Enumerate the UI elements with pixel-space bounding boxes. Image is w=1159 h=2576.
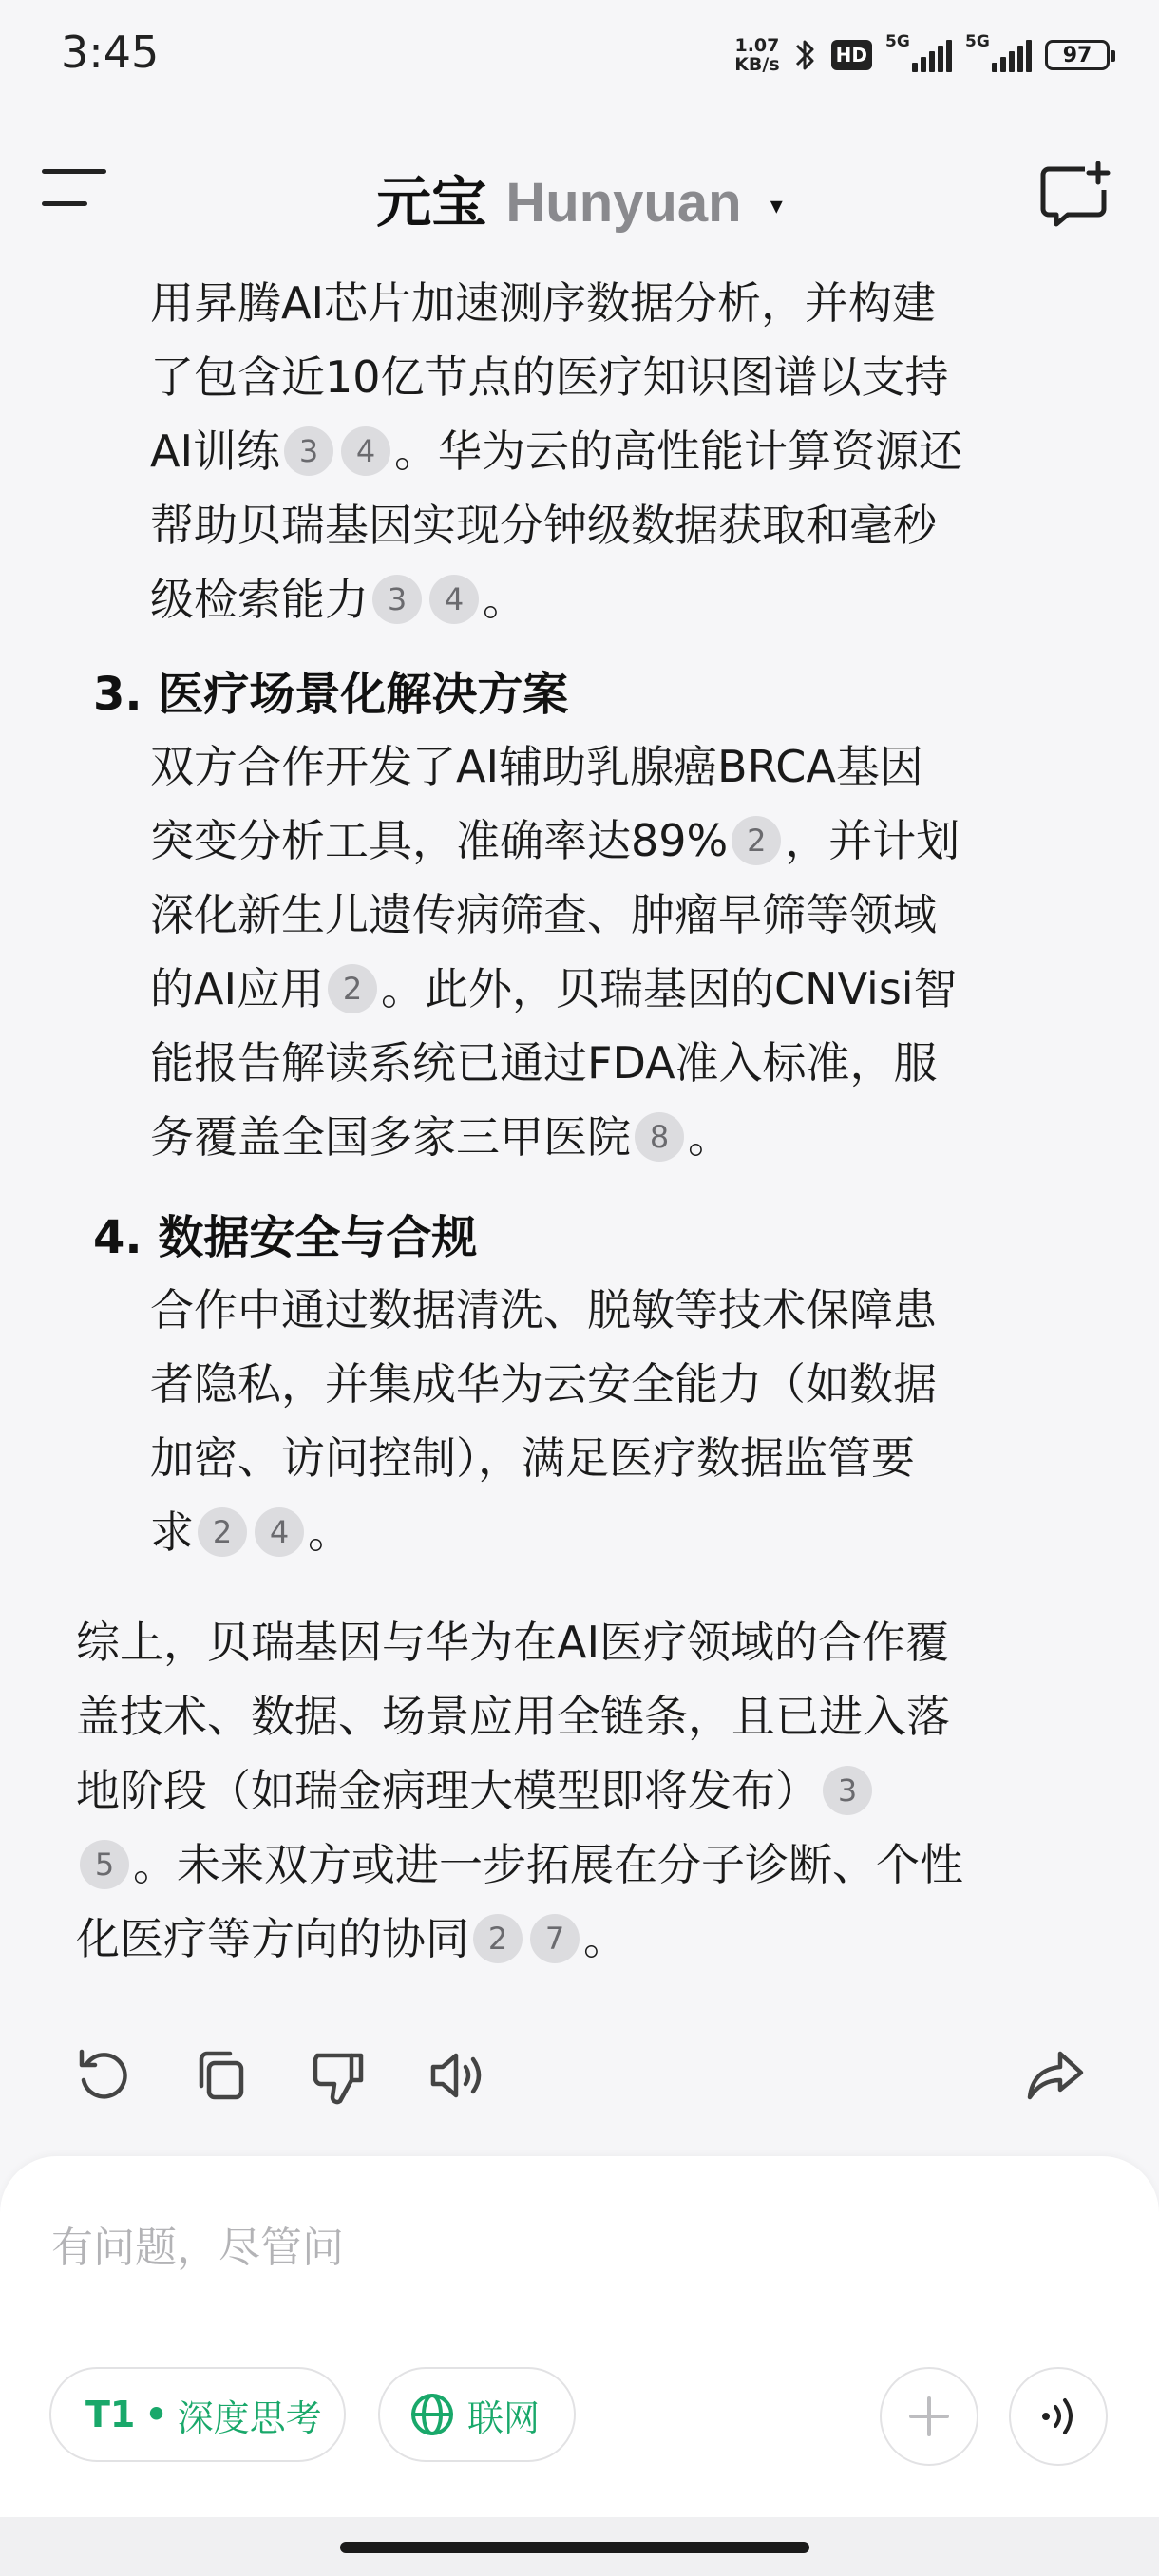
text-line: ，并计划 — [785, 815, 960, 866]
chat-input[interactable] — [49, 2204, 1098, 2291]
section-4-body — [150, 1273, 1091, 1569]
section-heading: 4. 数据安全与合规 — [93, 1211, 478, 1264]
web-search-toggle[interactable] — [378, 2367, 576, 2462]
citation-badge[interactable]: 2 — [198, 1507, 247, 1557]
citation-badge[interactable]: 4 — [255, 1507, 304, 1557]
message-actions — [0, 2033, 1159, 2118]
status-icons — [734, 30, 1110, 80]
text-line: 地阶段（如瑞金病理大模型即将发布） — [76, 1765, 819, 1816]
network-speed-value: 1.07 — [734, 35, 780, 56]
signal-icon-sim2 — [965, 32, 1032, 72]
separator-dot: • — [144, 2394, 168, 2435]
refresh-icon[interactable] — [70, 2042, 137, 2109]
status-bar — [0, 0, 1159, 114]
citation-badge[interactable]: 4 — [429, 575, 479, 624]
citation-badge[interactable]: 4 — [341, 426, 390, 476]
intro-line: AI训练 — [150, 426, 281, 477]
citation-badge[interactable]: 3 — [284, 426, 333, 476]
citation-badge[interactable]: 7 — [530, 1914, 580, 1963]
speaker-icon[interactable] — [424, 2042, 490, 2109]
share-icon[interactable] — [1022, 2042, 1089, 2109]
signal-icon-sim1 — [885, 32, 952, 72]
citation-badge[interactable]: 3 — [823, 1766, 872, 1815]
plus-icon — [905, 2393, 953, 2440]
citation-badge[interactable]: 3 — [372, 575, 422, 624]
model-selector[interactable] — [0, 158, 1159, 237]
app-title: 元宝 — [376, 170, 487, 235]
intro-line: 。华为云的高性能计算资源还 — [394, 426, 963, 477]
network-speed — [734, 36, 779, 74]
deep-think-label: 深度思考 — [177, 2396, 322, 2439]
globe-icon — [408, 2391, 456, 2438]
text-line: 突变分析工具，准确率达89% — [150, 815, 729, 866]
text-line: 盖技术、数据、场景应用全链条，且已进入落 — [76, 1691, 950, 1742]
intro-line: 。 — [483, 574, 526, 625]
t1-label: T1 — [86, 2394, 136, 2435]
intro-line: 了包含近10亿节点的医疗知识图谱以支持 — [150, 351, 949, 403]
citation-badge[interactable]: 2 — [328, 964, 377, 1013]
battery-level: 97 — [1062, 43, 1092, 67]
section-heading: 3. 医疗场景化解决方案 — [93, 668, 569, 721]
chevron-down-icon: ▾ — [770, 191, 783, 220]
intro-line: 用昇腾AI芯片加速测序数据分析，并构建 — [150, 277, 937, 329]
answer-content — [0, 247, 1159, 2042]
network-speed-unit: KB/s — [734, 54, 780, 75]
input-panel — [0, 2156, 1159, 2517]
text-line: 深化新生儿遗传病筛查、肿瘤早筛等领域 — [150, 889, 937, 940]
home-indicator[interactable] — [340, 2542, 809, 2553]
add-button[interactable] — [880, 2367, 978, 2466]
voice-wave-icon — [1035, 2393, 1082, 2440]
citation-badge[interactable]: 2 — [473, 1914, 522, 1963]
text-line: 双方合作开发了AI辅助乳腺癌BRCA基因 — [150, 741, 923, 792]
text-line: 能报告解读系统已通过FDA准入标准，服 — [150, 1037, 938, 1089]
text-line: 。 — [583, 1913, 627, 1964]
web-search-label: 联网 — [467, 2396, 541, 2439]
battery-icon — [1045, 40, 1110, 70]
intro-line: 级检索能力 — [150, 574, 369, 625]
model-name: Hunyuan — [505, 172, 742, 234]
text-line: 化医疗等方向的协同 — [76, 1913, 469, 1964]
bluetooth-icon — [793, 36, 818, 74]
voice-button[interactable] — [1009, 2367, 1108, 2466]
citation-badge[interactable]: 5 — [80, 1840, 129, 1889]
new-chat-icon[interactable] — [1039, 161, 1112, 228]
text-line: 的AI应用 — [150, 963, 325, 1014]
text-line: 者隐私，并集成华为云安全能力（如数据 — [150, 1358, 937, 1410]
hd-voice-icon: HD — [831, 40, 872, 70]
text-line: 。未来双方或进一步拓展在分子诊断、个性 — [133, 1839, 963, 1890]
text-line: 加密、访问控制），满足医疗数据监管要 — [150, 1432, 915, 1484]
text-line: 综上，贝瑞基因与华为在AI医疗领域的合作覆 — [76, 1617, 950, 1668]
clock: 3:45 — [61, 27, 160, 78]
citation-badge[interactable]: 8 — [635, 1112, 684, 1162]
text-line: 求 — [150, 1506, 194, 1558]
text-line: 。此外，贝瑞基因的CNVisi智 — [381, 963, 958, 1014]
sim1-label: 5G — [885, 32, 910, 51]
section-3-body — [150, 729, 1091, 1174]
text-line: 。 — [688, 1111, 732, 1163]
intro-line: 帮助贝瑞基因实现分钟级数据获取和毫秒 — [150, 500, 937, 551]
text-line: 。 — [308, 1506, 352, 1558]
text-line: 务覆盖全国多家三甲医院 — [150, 1111, 631, 1163]
text-line: 合作中通过数据清洗、脱敏等技术保障患 — [150, 1284, 937, 1335]
deep-think-toggle[interactable] — [49, 2367, 346, 2462]
citation-badge[interactable]: 2 — [732, 816, 781, 865]
summary-paragraph — [76, 1605, 1083, 1976]
thumbs-down-icon[interactable] — [306, 2042, 372, 2109]
copy-icon[interactable] — [188, 2042, 255, 2109]
app-header — [0, 133, 1159, 247]
intro-paragraph — [150, 266, 1091, 636]
sim2-label: 5G — [965, 32, 990, 51]
